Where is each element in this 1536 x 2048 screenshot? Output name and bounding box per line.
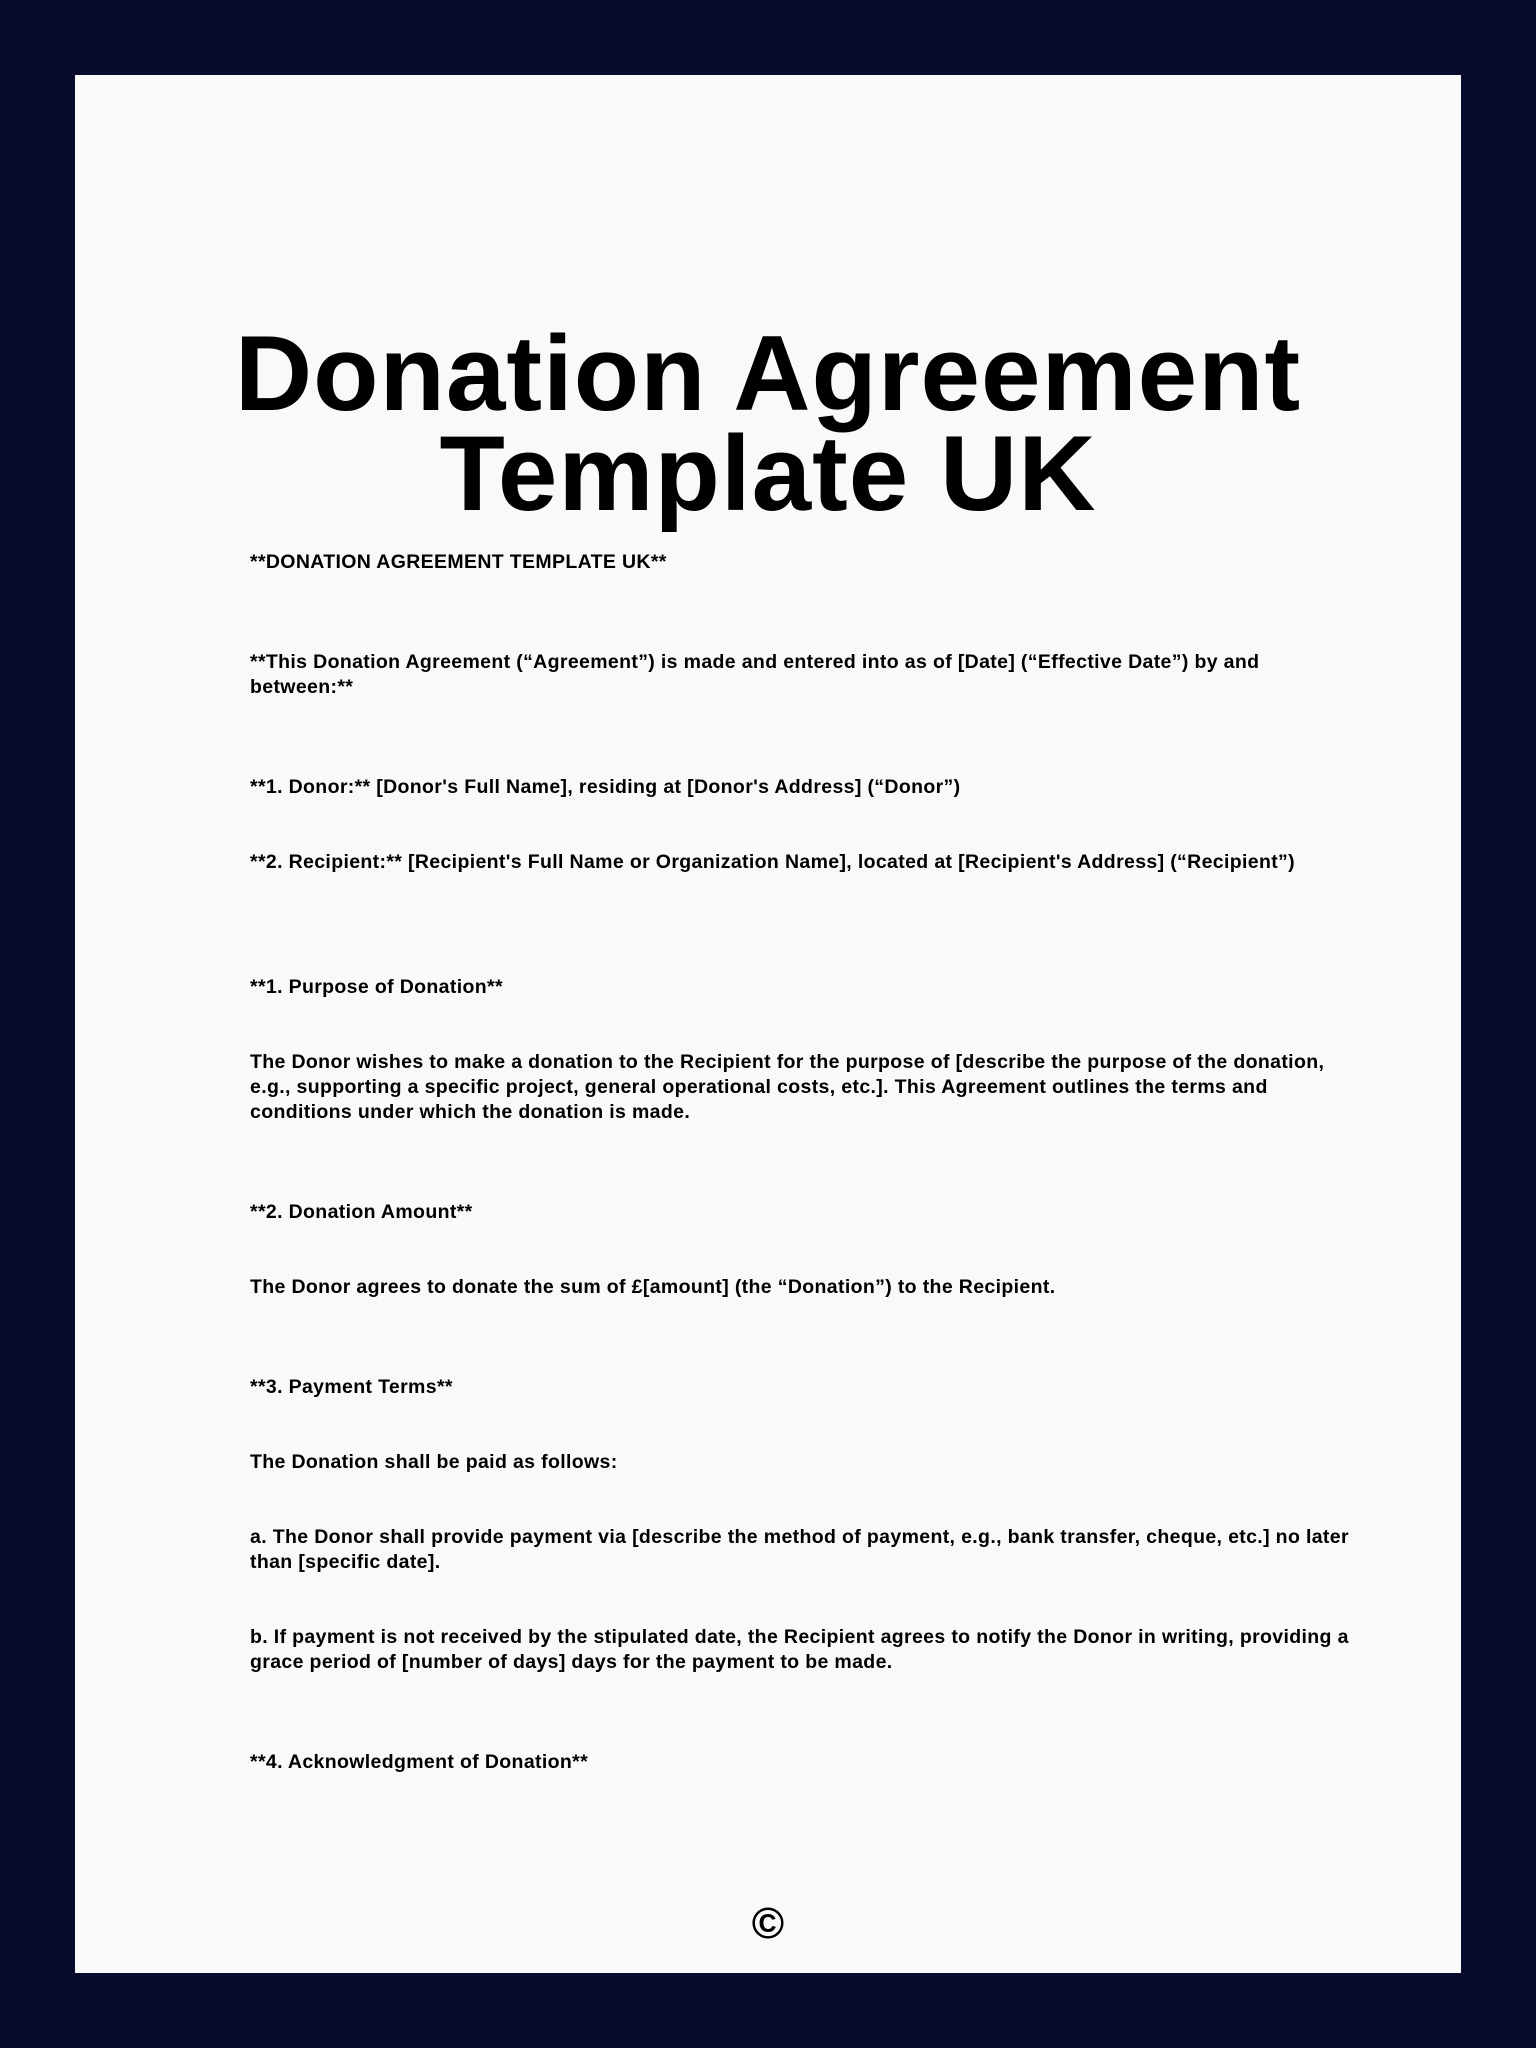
intro-paragraph: **This Donation Agreement (“Agreement”) is made and entered into as of [Date] (“Effective Date”) by and between:** bbox=[250, 651, 1260, 698]
section-heading-payment: **3. Payment Terms** bbox=[250, 1376, 453, 1398]
document-heading: **DONATION AGREEMENT TEMPLATE UK** bbox=[250, 551, 667, 573]
section-heading-purpose: **1. Purpose of Donation** bbox=[250, 976, 503, 998]
title-line-1: Donation Agreement bbox=[234, 313, 1302, 433]
payment-clause-b: b. If payment is not received by the stipulated date, the Recipient agrees to notify the Donor in writing, providing a grace period of [number of days] days for the payment to be made. bbox=[250, 1626, 1349, 1673]
copyright-symbol: © bbox=[751, 1899, 785, 1948]
payment-clause-a: a. The Donor shall provide payment via [describe the method of payment, e.g., bank transfer, cheque, etc.] no later than [specific date]. bbox=[250, 1526, 1349, 1573]
payment-intro: The Donation shall be paid as follows: bbox=[250, 1451, 618, 1473]
section-heading-acknowledgment: **4. Acknowledgment of Donation** bbox=[250, 1751, 589, 1773]
document-page bbox=[75, 75, 1461, 1973]
document-title bbox=[75, 313, 1461, 533]
purpose-paragraph: The Donor wishes to make a donation to the Recipient for the purpose of [describe the purpose of the donation, e.g., supporting a specific project, general operational costs, etc.]. This Agreement outlines the terms and conditions under which the donation is made. bbox=[250, 1051, 1325, 1123]
donor-clause: **1. Donor:** [Donor's Full Name], residing at [Donor's Address] (“Donor”) bbox=[250, 776, 961, 798]
amount-paragraph: The Donor agrees to donate the sum of £[amount] (the “Donation”) to the Recipient. bbox=[250, 1276, 1056, 1298]
section-heading-amount: **2. Donation Amount** bbox=[250, 1201, 473, 1223]
title-line-2: Template UK bbox=[439, 413, 1097, 533]
recipient-clause: **2. Recipient:** [Recipient's Full Name or Organization Name], located at [Recipient's Address] (“Recipient”) bbox=[250, 851, 1296, 873]
